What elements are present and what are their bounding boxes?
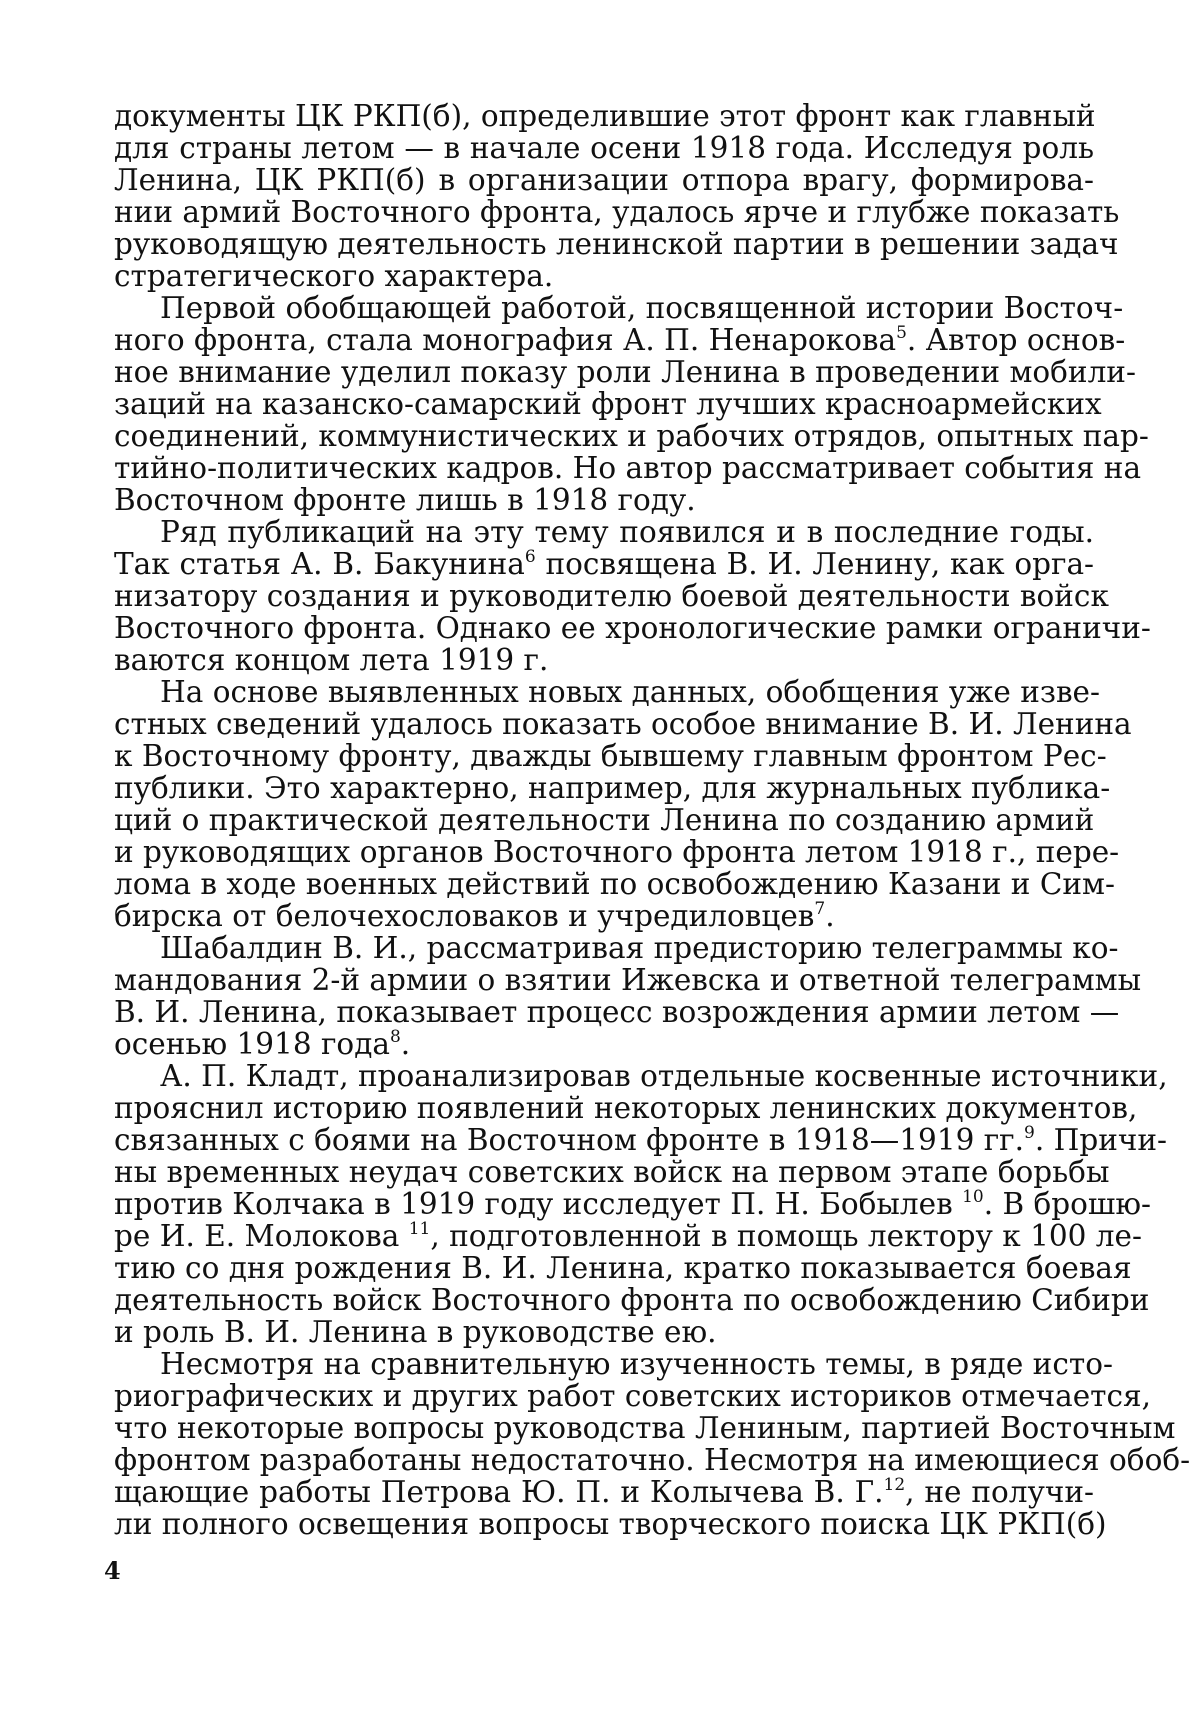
text-line (114, 291, 1124, 325)
line-text: стных сведений удалось показать особое внимание В. И. Ленина (114, 707, 1132, 741)
paragraph (114, 515, 1151, 677)
line-text-after: . В брошю- (983, 1187, 1151, 1221)
line-text: низатору создания и руководителю боевой деятельности войск (114, 579, 1109, 613)
line-text: против Колчака в 1919 году исследует П. Н. Бобылев (114, 1187, 963, 1221)
line-text: щающие работы Петрова Ю. П. и Колычева В. Г. (114, 1475, 884, 1509)
text-line (114, 419, 1149, 453)
text-line (114, 1187, 1151, 1221)
line-text: риографических и других работ советских историков отмечается, (114, 1379, 1152, 1413)
line-text: ли полного освещения вопросы творческого поиска ЦК РКП(б) (114, 1507, 1107, 1541)
text-line (114, 227, 1119, 261)
paragraph (114, 291, 1149, 517)
line-text: тийно-политических кадров. Но автор рассматривает события на (114, 451, 1142, 485)
line-text: нии армий Восточного фронта, удалось ярче и глубже показать (114, 195, 1120, 229)
footnote-ref: 6 (524, 547, 536, 567)
text-line (114, 1283, 1150, 1317)
line-text-after: , не получи- (905, 1475, 1094, 1509)
paragraph (114, 675, 1132, 933)
text-line (114, 1443, 1191, 1477)
line-text: связанных с боями на Восточном фронте в 1918—1919 гг. (114, 1123, 1025, 1157)
line-text-after: . Автор основ- (906, 323, 1126, 357)
line-text: Восточном фронте лишь в 1918 году. (114, 483, 696, 517)
line-text: Восточного фронта. Однако ее хронологические рамки ограничи- (114, 611, 1151, 645)
line-text: и роль В. И. Ленина в руководстве ею. (114, 1315, 717, 1349)
text-line (114, 611, 1151, 645)
text-line (114, 675, 1100, 709)
footnote-ref: 11 (408, 1219, 431, 1239)
line-text: Ленина, ЦК РКП(б) в организации отпора врагу, формирова- (114, 163, 1094, 197)
text-line (114, 1155, 1110, 1189)
paragraph (114, 99, 1120, 293)
line-text: ре И. Е. Молокова (114, 1219, 409, 1253)
footnote-ref: 9 (1024, 1123, 1035, 1143)
line-text: ций о практической деятельности Ленина по созданию армий (114, 803, 1095, 837)
body-text (114, 99, 1191, 1541)
line-text: Ряд публикаций на эту тему появился и в последние годы. (160, 515, 1094, 549)
footnote-ref: 8 (389, 1027, 401, 1047)
text-line (114, 804, 1094, 836)
text-line (114, 1379, 1152, 1413)
line-text-after: посвящена В. И. Ленину, как орга- (535, 547, 1094, 581)
footnote-ref: 7 (814, 899, 826, 919)
text-line (114, 963, 1142, 997)
page-number: 4 (104, 1556, 121, 1585)
text-line (114, 1347, 1113, 1381)
line-text: стратегического характера. (114, 259, 554, 293)
line-text-after: . (825, 899, 835, 933)
line-text: документы ЦК РКП(б), определившие этот фронт как главный (114, 99, 1096, 133)
line-text: ное внимание уделил показу роли Ленина в проведении мобили- (114, 355, 1136, 389)
text-line (114, 1091, 1138, 1125)
line-text: что некоторые вопросы руководства Лениным, партией Восточным (114, 1411, 1176, 1445)
text-line (114, 451, 1142, 485)
text-line (114, 835, 1120, 869)
line-text: лома в ходе военных действий по освобождению Казани и Сим- (114, 867, 1115, 901)
text-line (114, 387, 1102, 421)
text-line (114, 579, 1109, 613)
text-line (114, 1123, 1168, 1157)
line-text: заций на казанско-самарский фронт лучших красноармейских (114, 387, 1102, 421)
line-text: ваются концом лета 1919 г. (114, 643, 549, 677)
line-text: прояснил историю появлений некоторых ленинских документов, (114, 1091, 1138, 1125)
text-line (114, 1411, 1176, 1445)
line-text-after: . (400, 1027, 411, 1061)
line-text: деятельность войск Восточного фронта по освобождению Сибири (114, 1283, 1150, 1317)
text-line (114, 195, 1120, 229)
line-text-after: , подготовленной в помощь лектору к 100 ле- (430, 1219, 1142, 1253)
text-line (114, 1059, 1168, 1093)
line-text: осенью 1918 года (114, 1027, 390, 1061)
line-text-after: . Причи- (1034, 1123, 1168, 1157)
line-text: мандования 2-й армии о взятии Ижевска и ответной телеграммы (114, 963, 1142, 997)
text-line (114, 1251, 1132, 1285)
paragraph (114, 1347, 1191, 1541)
text-line (114, 644, 1094, 676)
text-line (114, 164, 1094, 196)
text-line (114, 1028, 1094, 1060)
text-line (114, 260, 1094, 292)
text-line (114, 132, 1094, 164)
text-line (114, 548, 1094, 580)
line-text: На основе выявленных новых данных, обобщения уже изве- (160, 675, 1100, 709)
line-text: руководящую деятельность ленинской партии в решении задач (114, 227, 1119, 261)
text-line (114, 355, 1136, 389)
text-line (114, 707, 1132, 741)
line-text: В. И. Ленина, показывает процесс возрождения армии летом — (114, 995, 1120, 1029)
line-text: тию со дня рождения В. И. Ленина, кратко показывается боевая (114, 1251, 1132, 1285)
line-text: бирска от белочехословаков и учредиловцев (114, 899, 815, 933)
footnote-ref: 10 (962, 1187, 984, 1207)
text-line (114, 739, 1107, 773)
text-line (114, 931, 1119, 965)
line-text: соединений, коммунистических и рабочих отрядов, опытных пар- (114, 419, 1149, 453)
line-text: А. П. Кладт, проанализировав отдельные косвенные источники, (160, 1059, 1168, 1093)
text-line (114, 1219, 1142, 1253)
footnote-ref: 5 (896, 323, 907, 343)
text-line (114, 995, 1120, 1029)
line-text: к Восточному фронту, дважды бывшему главным фронтом Рес- (114, 739, 1107, 773)
text-line (114, 100, 1094, 132)
paragraph (114, 1059, 1168, 1349)
text-line (114, 484, 1094, 516)
text-line (114, 1476, 1094, 1508)
text-line (114, 1507, 1107, 1541)
line-text: Несмотря на сравнительную изученность темы, в ряде исто- (160, 1347, 1113, 1381)
paragraph (114, 931, 1142, 1061)
text-line (114, 323, 1126, 357)
line-text: ны временных неудач советских войск на первом этапе борьбы (114, 1155, 1110, 1189)
text-line (114, 516, 1094, 548)
line-text: для страны летом — в начале осени 1918 года. Исследуя роль (114, 131, 1094, 165)
text-line (114, 900, 1094, 932)
line-text: Первой обобщающей работой, посвященной истории Восточ- (160, 291, 1124, 325)
line-text: и руководящих органов Восточного фронта летом 1918 г., пере- (114, 835, 1120, 869)
line-text: публики. Это характерно, например, для журнальных публика- (114, 771, 1111, 805)
text-line (114, 867, 1115, 901)
text-line (114, 1316, 1094, 1348)
text-line (114, 771, 1111, 805)
line-text: Шабалдин В. И., рассматривая предисторию телеграммы ко- (160, 931, 1119, 965)
footnote-ref: 12 (883, 1475, 906, 1495)
line-text: ного фронта, стала монография А. П. Ненарокова (114, 323, 897, 357)
line-text: фронтом разработаны недостаточно. Несмотря на имеющиеся обоб- (114, 1443, 1191, 1477)
line-text: Так статья А. В. Бакунина (114, 547, 525, 581)
